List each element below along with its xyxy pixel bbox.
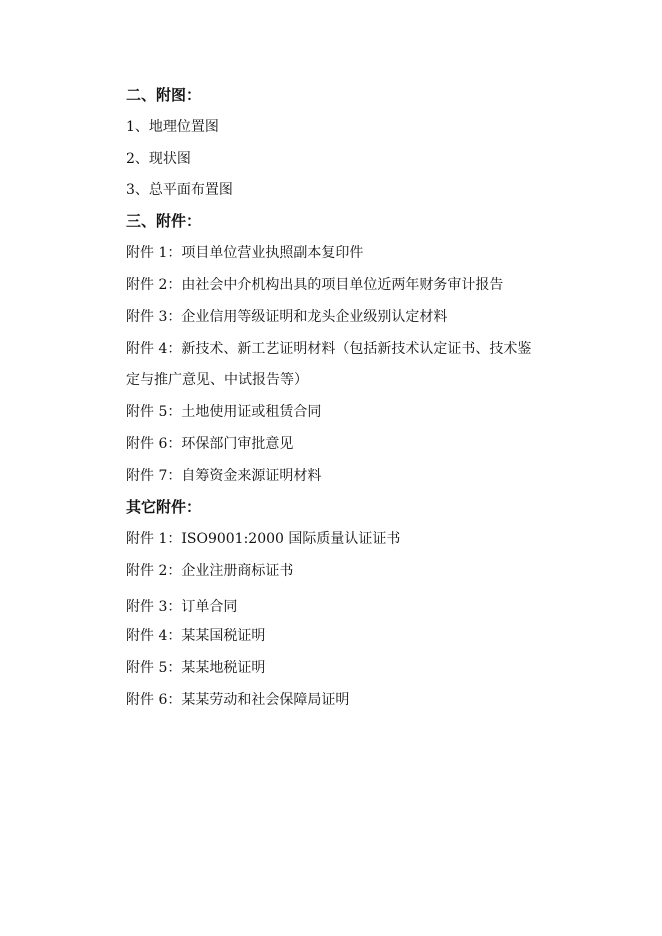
section-heading-other-attachments: 其它附件： bbox=[126, 498, 202, 516]
attachment-item: 附件 2：由社会中介机构出具的项目单位近两年财务审计报告 bbox=[126, 277, 504, 293]
attachment-item: 附件 4：新技术、新工艺证明材料（包括新技术认定证书、技术鉴 bbox=[126, 341, 532, 357]
other-attachment-item: 附件 1：ISO9001:2000 国际质量认证证书 bbox=[126, 531, 401, 547]
attachment-item: 附件 1：项目单位营业执照副本复印件 bbox=[126, 245, 364, 261]
attachment-item: 附件 7：自筹资金来源证明材料 bbox=[126, 468, 322, 484]
attachment-item: 附件 3：企业信用等级证明和龙头企业级别认定材料 bbox=[126, 309, 448, 325]
attachment-item: 附件 6：环保部门审批意见 bbox=[126, 436, 294, 452]
other-attachment-item: 附件 4：某某国税证明 bbox=[126, 628, 266, 644]
other-attachment-item: 附件 5：某某地税证明 bbox=[126, 660, 266, 676]
figure-item: 1、地理位置图 bbox=[126, 119, 219, 135]
section-heading-attachments: 三、附件： bbox=[126, 212, 202, 230]
figure-item: 2、现状图 bbox=[126, 151, 191, 167]
other-attachment-item: 附件 2：企业注册商标证书 bbox=[126, 563, 294, 579]
other-attachment-item: 附件 3：订单合同 bbox=[126, 599, 238, 615]
figure-item: 3、总平面布置图 bbox=[126, 182, 233, 198]
attachment-item-continuation: 定与推广意见、中试报告等） bbox=[126, 372, 308, 388]
other-attachment-item: 附件 6：某某劳动和社会保障局证明 bbox=[126, 692, 350, 708]
attachment-item: 附件 5：土地使用证或租赁合同 bbox=[126, 404, 322, 420]
section-heading-figures: 二、附图： bbox=[126, 86, 202, 104]
